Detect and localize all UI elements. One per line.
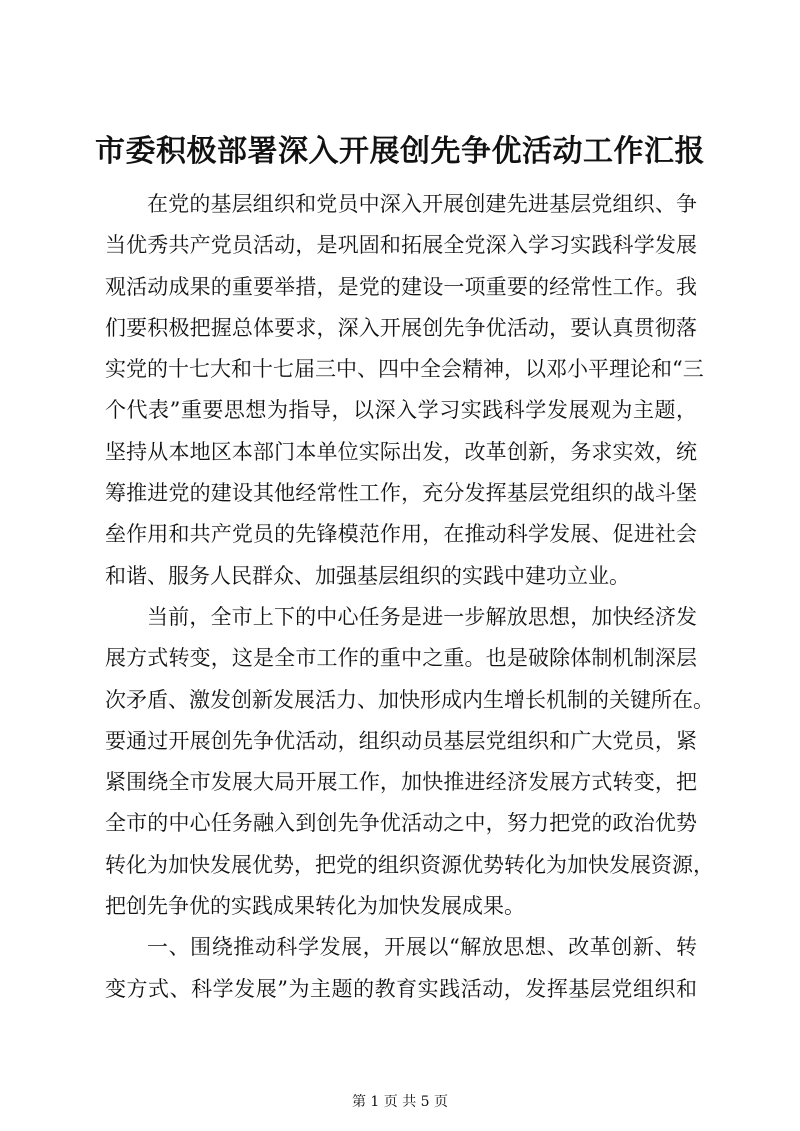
text-line: 全市的中心任务融入到创先争优活动之中，努力把党的政治优势	[105, 811, 697, 836]
text-line: 在党的基层组织和党员中深入开展创建先进基层党组织、争	[147, 192, 697, 216]
text-line: 们要积极把握总体要求，深入开展创先争优活动，要认真贯彻落	[105, 315, 697, 340]
text-line: 一、围绕推动科学发展，开展以“解放思想、改革创新、转	[147, 935, 697, 960]
text-line: 观活动成果的重要举措，是党的建设一项重要的经常性工作。我	[105, 274, 697, 299]
document-title: 市委积极部署深入开展创先争优活动工作汇报	[95, 134, 705, 169]
text-line: 实党的十七大和十七届三中、四中全会精神，以邓小平理论和“三	[105, 357, 704, 382]
paragraph-3	[105, 927, 697, 1010]
text-line: 紧围绕全市发展大局开展工作，加快推进经济发展方式转变，把	[105, 770, 697, 795]
paragraph-2	[105, 597, 714, 927]
paragraph-1	[105, 184, 704, 597]
text-line: 和谐、服务人民群众、加强基层组织的实践中建功立业。	[105, 563, 630, 588]
text-line: 要通过开展创先争优活动，组织动员基层党组织和广大党员，紧	[105, 728, 697, 753]
text-line: 当前，全市上下的中心任务是进一步解放思想，加快经济发	[147, 604, 697, 629]
text-line: 把创先争优的实践成果转化为加快发展成果。	[105, 894, 525, 919]
text-line: 展方式转变，这是全市工作的重中之重。也是破除体制机制深层	[105, 646, 697, 671]
page-footer: 第 1 页 共 5 页	[351, 1094, 449, 1110]
text-line: 个代表”重要思想为指导，以深入学习实践科学发展观为主题，	[105, 398, 697, 423]
text-line: 当优秀共产党员活动，是巩固和拓展全党深入学习实践科学发展	[105, 233, 697, 258]
text-line: 坚持从本地区本部门本单位实际出发，改革创新，务求实效，统	[105, 439, 697, 464]
document-body	[105, 184, 714, 1010]
text-line: 转化为加快发展优势，把党的组织资源优势转化为加快发展资源，	[105, 852, 714, 877]
text-line: 筹推进党的建设其他经常性工作，充分发挥基层党组织的战斗堡	[105, 481, 697, 506]
text-line: 变方式、科学发展”为主题的教育实践活动，发挥基层党组织和	[105, 976, 697, 1001]
text-line: 垒作用和共产党员的先锋模范作用，在推动科学发展、促进社会	[105, 522, 697, 547]
text-line: 次矛盾、激发创新发展活力、加快形成内生增长机制的关键所在。	[105, 687, 714, 712]
